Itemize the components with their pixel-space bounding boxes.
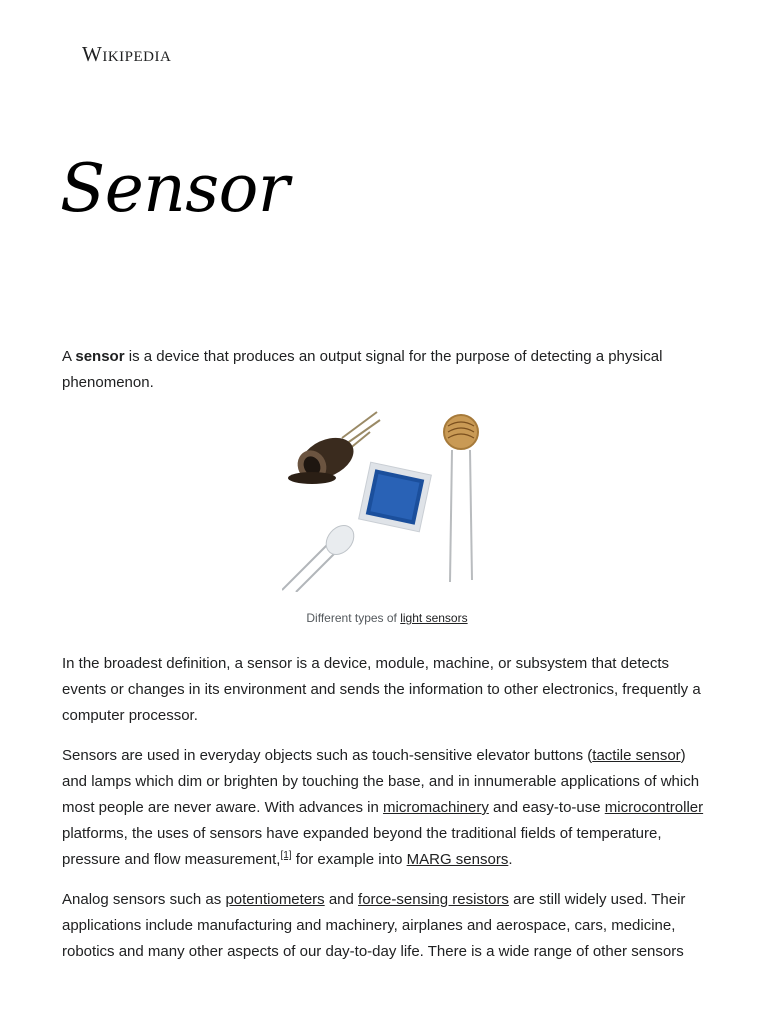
clear-led (282, 520, 359, 592)
uses-text-1: Sensors are used in everyday objects such as touch-sensitive elevator buttons ( (62, 747, 593, 764)
sensor-figure (62, 410, 712, 631)
article-body (62, 344, 712, 979)
solar-cell (359, 462, 432, 532)
wikipedia-wordmark[interactable]: Wikipedia (82, 42, 172, 66)
paragraph-definition: In the broadest definition, a sensor is a device, module, machine, or subsystem that detects events or changes in its environment and sends the information to other electronics, frequently a computer processor. (62, 655, 701, 724)
light-sensors-link[interactable]: light sensors (400, 611, 468, 625)
uses-text-3: and easy-to-use (488, 799, 605, 816)
tactile-sensor-link[interactable]: tactile sensor (592, 747, 681, 764)
uses-text-5: for example into (291, 851, 407, 868)
analog-text-1: Analog sensors such as (62, 891, 226, 908)
photoresistor (444, 415, 478, 582)
uses-text-2: ) and lamps which dim or brighten by touching the base, and in innumerable applications of which most people are never aware. With advances in (62, 747, 700, 816)
marg-sensors-link[interactable]: MARG sensors (406, 851, 509, 868)
force-sensing-resistors-link[interactable]: force-sensing resistors (358, 891, 509, 908)
micromachinery-link[interactable]: micromachinery (383, 799, 489, 816)
analog-text-2: and (324, 891, 359, 908)
intro-bold-term: sensor (75, 348, 125, 365)
paragraph-analog (62, 887, 712, 965)
analog-text-3: are still widely used. Their applications include manufacturing and machinery, airplanes and aerospace, cars, medicine, robotics and many other aspects of our day-to-day life. There is a wide range of other sensors (62, 891, 686, 960)
intro-rest: is a device that produces an output signal for the purpose of detecting a physical phenomenon. (62, 348, 663, 391)
uses-text-4: platforms, the uses of sensors have expanded beyond the traditional fields of temperature, pressure and flow measurement, (62, 825, 662, 868)
figure-caption (62, 605, 712, 631)
light-sensors-image[interactable] (282, 410, 492, 592)
photodiode-can (288, 412, 380, 486)
paragraph-uses (62, 743, 712, 873)
intro-prefix: A (62, 348, 76, 365)
uses-text-6: . (508, 851, 513, 868)
intro-paragraph (62, 344, 712, 396)
reference-1-link[interactable]: [1] (280, 850, 292, 861)
caption-prefix: Different types of (306, 611, 401, 625)
microcontroller-link[interactable]: microcontroller (604, 799, 704, 816)
potentiometers-link[interactable]: potentiometers (225, 891, 325, 908)
page-title: Sensor (60, 150, 289, 227)
